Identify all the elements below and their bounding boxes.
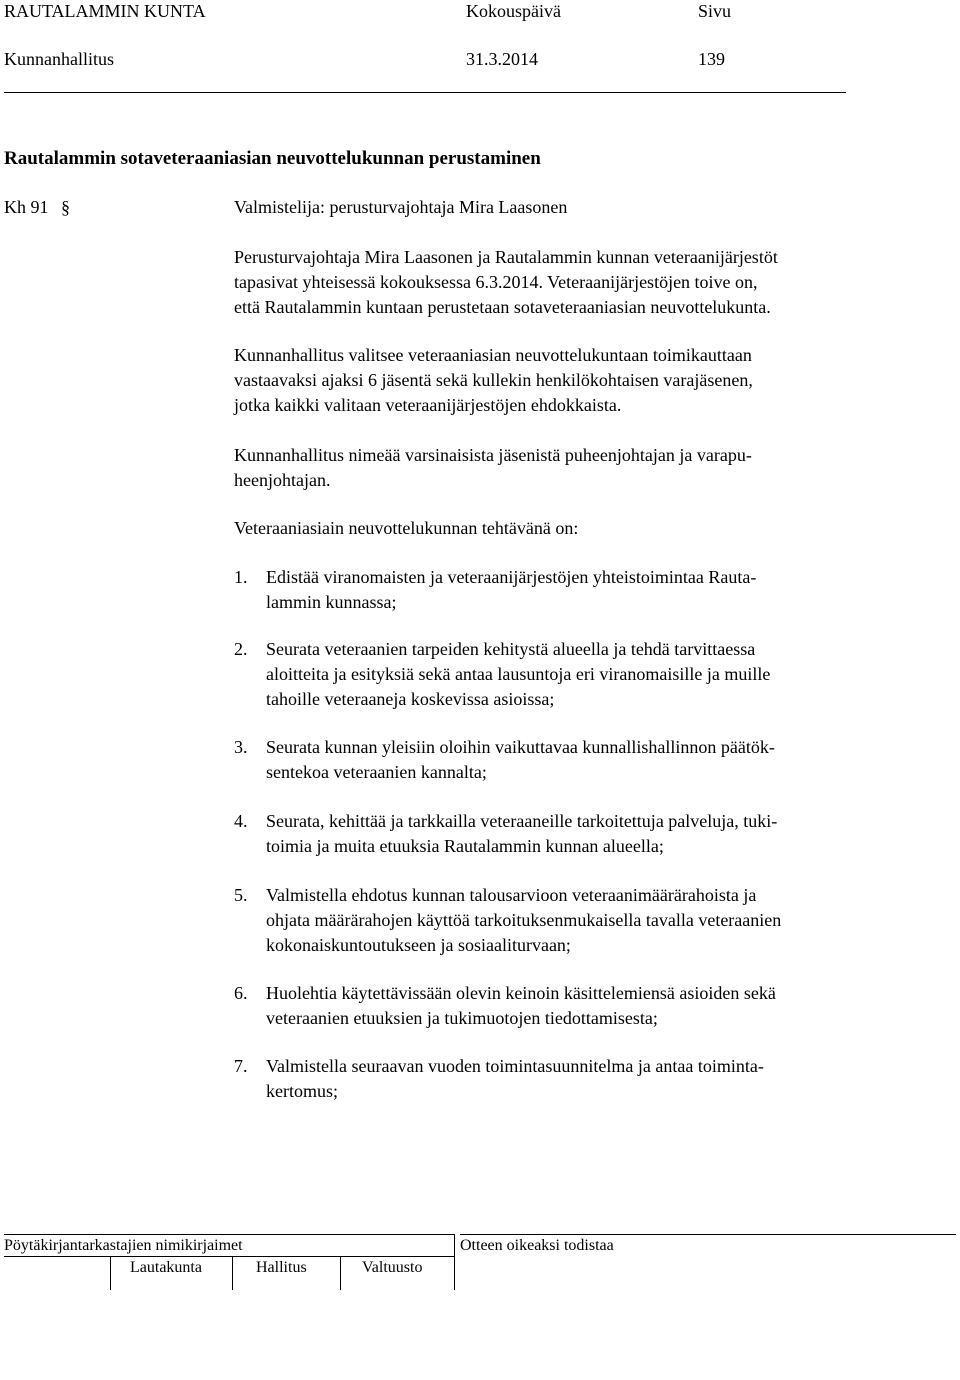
paragraph-line: Veteraaniasiain neuvottelukunnan tehtävänä on:: [234, 518, 579, 538]
list-item-line: Huolehtia käytettävissään olevin keinoin käsittelemiensä asioiden sekä: [266, 983, 776, 1003]
paragraph-line: Kunnanhallitus nimeää varsinaisista jäsenistä puheenjohtajan ja varapu-: [234, 445, 752, 465]
municipality-name: RAUTALAMMIN KUNTA: [4, 1, 206, 21]
list-item-line: veteraanien etuuksien ja tukimuotojen tiedottamisesta;: [266, 1008, 658, 1028]
list-item-number: 5.: [234, 885, 248, 905]
paragraph-line: jotka kaikki valitaan veteraanijärjestöjen ehdokkaista.: [234, 395, 622, 415]
governing-body: Kunnanhallitus: [4, 49, 114, 69]
list-item-number: 3.: [234, 737, 248, 757]
paragraph-chair: [234, 443, 894, 493]
list-item-number: 4.: [234, 811, 248, 831]
list-item-line: toimia ja muita etuuksia Rautalammin kunnan alueella;: [266, 836, 664, 856]
footer-col-board: Hallitus: [256, 1259, 307, 1276]
footer-divider: [454, 1234, 455, 1290]
list-item-line: Seurata kunnan yleisiin oloihin vaikuttavaa kunnallishallinnon päätök-: [266, 737, 775, 757]
list-item-number: 2.: [234, 639, 248, 659]
page-number: 139: [698, 49, 725, 69]
list-item-number: 6.: [234, 983, 248, 1003]
list-item-line: Seurata, kehittää ja tarkkailla veteraaneille tarkoitettuja palveluja, tuki-: [266, 811, 778, 831]
preparer: Valmistelija: perusturvajohtaja Mira Laasonen: [234, 197, 568, 217]
list-item-line: Valmistella ehdotus kunnan talousarvioon veteraanimäärärahoista ja: [266, 885, 757, 905]
paragraph-tasks-intro: [234, 516, 894, 541]
list-item-line: ohjata määrärahojen käyttöä tarkoituksenmukaisella tavalla veteraanien: [266, 910, 782, 930]
paragraph-background: [234, 245, 894, 320]
paragraph-line: vastaavaksi ajaksi 6 jäsentä sekä kullekin henkilökohtaisen varajäsenen,: [234, 370, 753, 390]
meeting-date-label: Kokouspäivä: [466, 1, 561, 21]
list-item-line: tahoille veteraaneja koskevissa asioissa;: [266, 689, 555, 709]
footer-mid-rule: [4, 1256, 454, 1257]
list-item-line: sentekoa veteraanien kannalta;: [266, 762, 487, 782]
paragraph-line: tapasivat yhteisessä kokouksessa 6.3.2014. Veteraanijärjestöjen toive on,: [234, 272, 758, 292]
footer-top-rule: [4, 1234, 454, 1235]
paragraph-selection: [234, 343, 894, 418]
footer-divider: [340, 1256, 341, 1290]
list-item-line: kertomus;: [266, 1081, 338, 1101]
footer-divider: [232, 1256, 233, 1290]
list-item-line: aloitteita ja esityksiä sekä antaa lausuntoja eri viranomaisille ja muille: [266, 664, 771, 684]
paragraph-line: heenjohtajan.: [234, 470, 331, 490]
paragraph-line: Kunnanhallitus valitsee veteraaniasian neuvottelukuntaan toimikauttaan: [234, 345, 752, 365]
footer-top-rule-right: [460, 1234, 956, 1235]
paragraph-line: Perusturvajohtaja Mira Laasonen ja Rautalammin kunnan veteraanijärjestöt: [234, 247, 778, 267]
certified-label: Otteen oikeaksi todistaa: [460, 1237, 614, 1254]
page-label: Sivu: [698, 1, 732, 21]
case-number-text: Kh 91: [4, 197, 49, 217]
header-rule: [4, 92, 846, 93]
paragraph-line: että Rautalammin kuntaan perustetaan sotaveteraaniasian neuvottelukunta.: [234, 297, 771, 317]
list-item-line: lammin kunnassa;: [266, 592, 397, 612]
meeting-date: 31.3.2014: [466, 49, 538, 69]
list-item-line: Seurata veteraanien tarpeiden kehitystä alueella ja tehdä tarvittaessa: [266, 639, 756, 659]
case-number: [4, 196, 70, 218]
footer-divider: [110, 1256, 111, 1290]
footer-col-committee: Lautakunta: [130, 1259, 202, 1276]
section-sign: §: [61, 197, 70, 217]
signatures-label: Pöytäkirjantarkastajien nimikirjaimet: [4, 1237, 243, 1254]
list-item-number: 1.: [234, 567, 248, 587]
list-item-number: 7.: [234, 1056, 248, 1076]
list-item-line: kokonaiskuntoutukseen ja sosiaaliturvaan;: [266, 935, 571, 955]
list-item-line: Edistää viranomaisten ja veteraanijärjestöjen yhteistoimintaa Rauta-: [266, 567, 757, 587]
footer-col-council: Valtuusto: [362, 1259, 423, 1276]
list-item-line: Valmistella seuraavan vuoden toimintasuunnitelma ja antaa toiminta-: [266, 1056, 764, 1076]
document-title: Rautalammin sotaveteraaniasian neuvottelukunnan perustaminen: [4, 148, 541, 169]
